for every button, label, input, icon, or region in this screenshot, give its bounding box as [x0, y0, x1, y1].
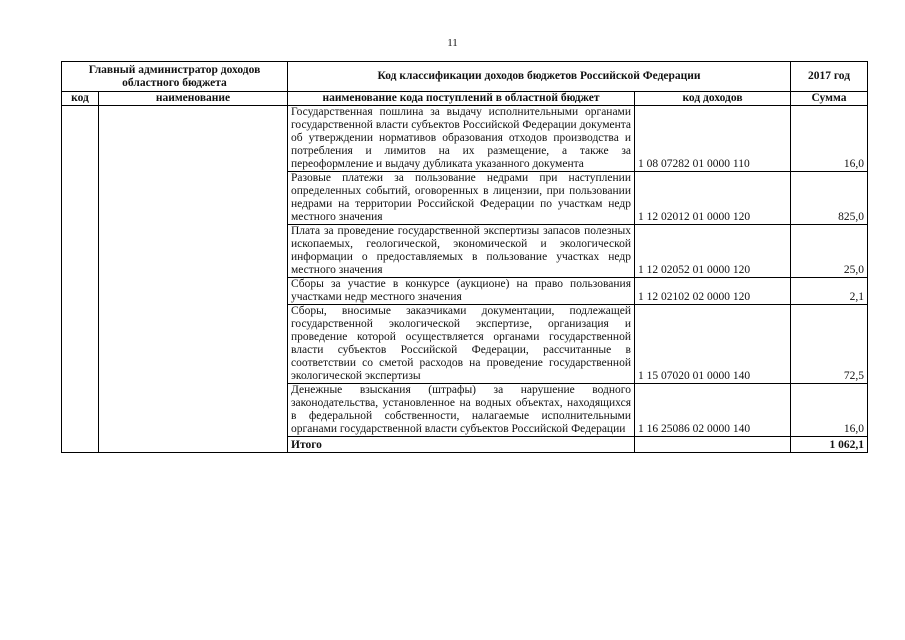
header-name: наименование: [99, 92, 288, 106]
budget-revenue-table: [61, 61, 868, 453]
income-code: 1 12 02052 01 0000 120: [635, 225, 791, 278]
header-sum: Сумма: [791, 92, 868, 106]
table-subheader-row: [62, 92, 868, 106]
total-label: Итого: [288, 437, 635, 453]
income-description: Плата за проведение государственной экспертизы запасов полезных ископаемых, геологической, экономической и экологической информации о предоставляемых в пользование участках недр местного значения: [288, 225, 635, 278]
income-description: Разовые платежи за пользование недрами при наступлении определенных событий, оговоренных в лицензии, при пользовании недрами на территории Российской Федерации по участкам недр местного значения: [288, 172, 635, 225]
income-code: 1 12 02012 01 0000 120: [635, 172, 791, 225]
income-amount: 825,0: [791, 172, 868, 225]
header-classification: Код классификации доходов бюджетов Российской Федерации: [288, 62, 791, 92]
income-amount: 72,5: [791, 305, 868, 384]
income-description: Сборы за участие в конкурсе (аукционе) на право пользования участками недр местного значения: [288, 278, 635, 305]
table-row: [62, 106, 868, 172]
header-administrator: Главный администратор доходов областного бюджета: [62, 62, 288, 92]
income-description: Денежные взыскания (штрафы) за нарушение водного законодательства, установленное на водных объектах, находящихся в федеральной собственности, налагаемые исполнительными органами государственной власти субъектов Российской Федерации: [288, 384, 635, 437]
header-income-name: наименование кода поступлений в областной бюджет: [288, 92, 635, 106]
income-code: 1 16 25086 02 0000 140: [635, 384, 791, 437]
income-code: 1 08 07282 01 0000 110: [635, 106, 791, 172]
admin-name-cell: [99, 106, 288, 453]
header-code: код: [62, 92, 99, 106]
income-description: Сборы, вносимые заказчиками документации, подлежащей государственной экологической экспертизе, организация и проведение которой осуществляется органами государственной власти субъектов Российской Федерации, рассчитанные в соответствии со сметой расходов на проведение государственной экологической экспертизы: [288, 305, 635, 384]
income-amount: 16,0: [791, 384, 868, 437]
income-code: 1 12 02102 02 0000 120: [635, 278, 791, 305]
header-income-code: код доходов: [635, 92, 791, 106]
income-amount: 25,0: [791, 225, 868, 278]
admin-code-cell: [62, 106, 99, 453]
income-amount: 2,1: [791, 278, 868, 305]
table-header-row: [62, 62, 868, 92]
total-code-empty: [635, 437, 791, 453]
total-amount: 1 062,1: [791, 437, 868, 453]
income-amount: 16,0: [791, 106, 868, 172]
income-code: 1 15 07020 01 0000 140: [635, 305, 791, 384]
page-number: 11: [447, 37, 458, 49]
income-description: Государственная пошлина за выдачу исполнительными органами государственной власти субъектов Российской Федерации документа об утверждении нормативов образования отходов производства и потребления и лимитов на их размещение, а также за переоформление и выдачу дубликата указанного документа: [288, 106, 635, 172]
header-year: 2017 год: [791, 62, 868, 92]
